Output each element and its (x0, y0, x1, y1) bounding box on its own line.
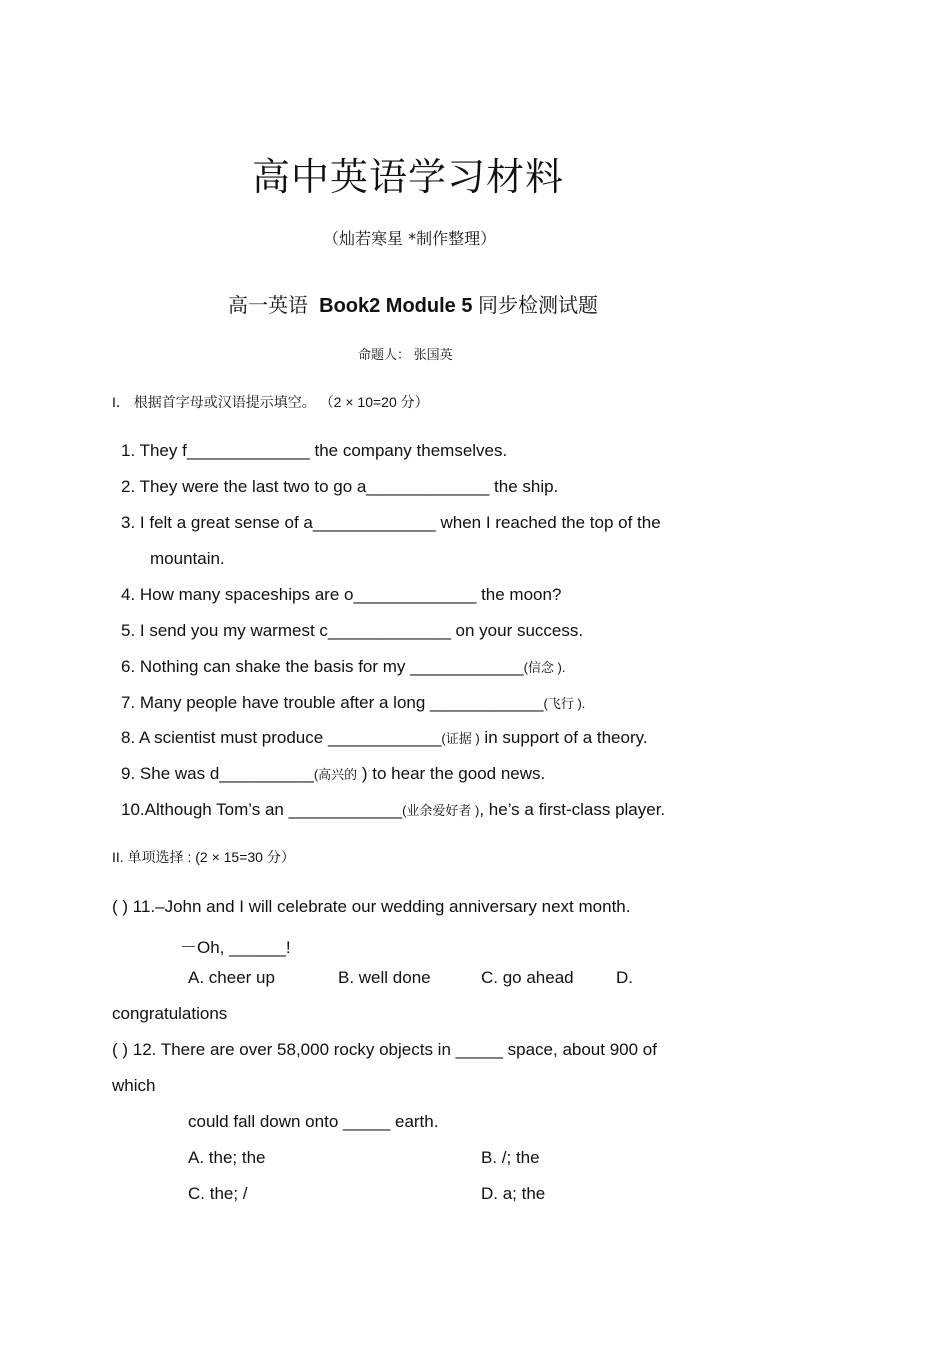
question-2: 2. They were the last two to go a_____________ the ship. (121, 477, 559, 496)
question-11-option-c: C. go ahead (481, 968, 574, 987)
question-11-reply: －Oh, ______! (180, 938, 291, 957)
document-subtitle: （灿若寒星 *制作整理） (323, 229, 497, 248)
question-8-text: 8. A scientist must produce ____________ (121, 728, 442, 747)
document-title: 高中英语学习材料 (252, 155, 565, 199)
question-10-tail: , he’s a first-class player. (479, 800, 666, 819)
question-7-hint: (飞行 ). (543, 696, 586, 711)
test-title-suffix: 同步检测试题 (478, 295, 599, 317)
question-12-option-a: A. the; the (188, 1148, 266, 1167)
question-11-stem: ( ) 11.–John and I will celebrate our wedding anniversary next month. (112, 897, 631, 916)
question-10-text: 10.Although Tom’s an ____________ (121, 800, 403, 819)
question-11-option-d: D. (616, 968, 633, 987)
test-title-prefix: 高一英语 (228, 295, 308, 317)
question-8 (121, 728, 648, 748)
question-7-text: 7. Many people have trouble after a long ____________ (121, 693, 544, 712)
question-12-stem-wrap: which (112, 1076, 156, 1095)
question-12-option-c: C. the; / (188, 1184, 248, 1203)
question-6-text: 6. Nothing can shake the basis for my ____________ (121, 657, 524, 676)
question-3-wrap: mountain. (150, 549, 225, 568)
question-10 (121, 800, 665, 820)
question-12-option-d: D. a; the (481, 1184, 546, 1203)
question-3: 3. I felt a great sense of a_____________ when I reached the top of the (121, 513, 661, 532)
question-9-text: 9. She was d__________ (121, 764, 314, 783)
question-12-option-b: B. /; the (481, 1148, 540, 1167)
question-11-option-a: A. cheer up (188, 968, 275, 987)
section-1-heading: I． 根据首字母或汉语提示填空。 （2 × 10=20 分） (112, 394, 429, 410)
test-title (228, 289, 598, 318)
author-line: 命题人： 张国英 (358, 347, 453, 362)
question-11-option-b: B. well done (338, 968, 431, 987)
question-9 (121, 764, 545, 784)
question-9-hint: (高兴的 (313, 767, 358, 782)
question-4: 4. How many spaceships are o_____________ the moon? (121, 585, 562, 604)
question-8-hint: (证据 ) (441, 731, 480, 746)
question-10-hint: (业余爱好者 ) (402, 803, 480, 818)
question-12-stem: ( ) 12. There are over 58,000 rocky objects in _____ space, about 900 of (112, 1040, 657, 1059)
question-9-tail: ) to hear the good news. (357, 764, 546, 783)
section-2-heading: II. 单项选择 : (2 × 15=30 分） (112, 849, 295, 865)
question-11-option-d-wrap: congratulations (112, 1004, 228, 1023)
question-6-hint: (信念 ). (523, 660, 566, 675)
question-8-tail: in support of a theory. (479, 728, 648, 747)
question-12-stem-cont: could fall down onto _____ earth. (188, 1112, 439, 1131)
question-6 (121, 657, 566, 677)
test-title-book: Book2 Module 5 (319, 295, 473, 317)
question-7 (121, 693, 585, 713)
question-1: 1. They f_____________ the company themselves. (121, 441, 508, 460)
question-5: 5. I send you my warmest c_____________ on your success. (121, 621, 584, 640)
